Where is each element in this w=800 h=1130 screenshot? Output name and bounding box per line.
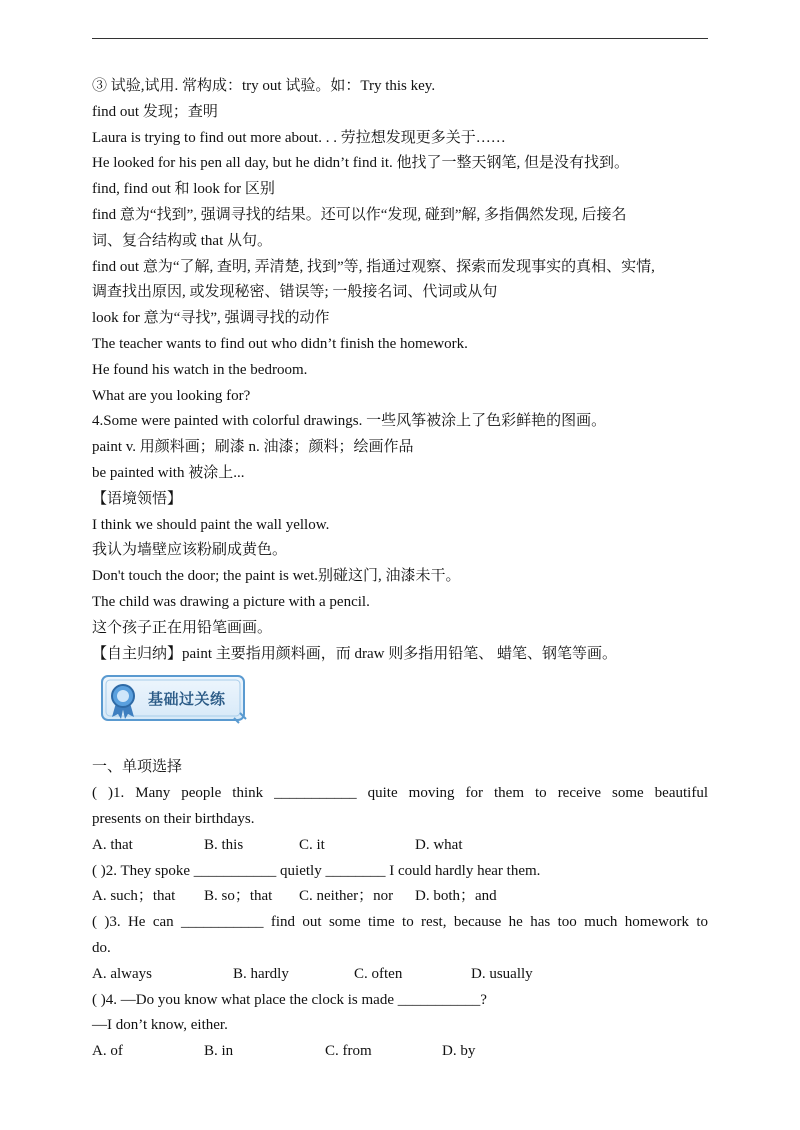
question-3-stem: ( )3. He can ___________ find out some time to rest, because he has too much homework to (92, 914, 708, 931)
option-a: A. that (92, 836, 133, 853)
question-3-options (92, 962, 708, 988)
text-line: find, find out 和 look for 区别 (92, 181, 275, 198)
text-line: Don't touch the door; the paint is wet.别碰这门, 油漆未干。 (92, 568, 461, 585)
option-b: B. in (204, 1043, 234, 1060)
text-line: 词、复合结构或 that 从句。 (92, 232, 272, 249)
text-line: The child was drawing a picture with a pencil. (92, 593, 370, 610)
text-line: 4.Some were painted with colorful drawings. 一些风筝被涂上了色彩鲜艳的图画。 (92, 413, 607, 430)
section-title: 一、单项选择 (92, 759, 183, 776)
question-2-stem: ( )2. They spoke ___________ quietly ________ I could hardly hear them. (92, 862, 541, 879)
option-d: D. by (442, 1043, 476, 1060)
text-line: be painted with 被涂上... (92, 464, 245, 481)
option-c: C. neither；nor (299, 888, 394, 905)
text-line: paint v. 用颜料画；刷漆 n. 油漆；颜料；绘画作品 (92, 439, 414, 456)
option-d: D. usually (471, 965, 533, 982)
section-badge (100, 673, 248, 725)
text-line: 【语境领悟】 (92, 490, 183, 507)
document-body (92, 74, 708, 1065)
text-line: He found his watch in the bedroom. (92, 361, 308, 378)
question-4-options (92, 1039, 708, 1065)
badge-label: 基础过关练 (148, 690, 226, 709)
option-d: D. what (415, 836, 463, 853)
question-1-stem-cont: presents on their birthdays. (92, 810, 255, 827)
text-line: 调查找出原因, 或发现秘密、错误等; 一般接名词、代词或从句 (92, 284, 498, 301)
option-a: A. such；that (92, 888, 176, 905)
question-3-stem-cont: do. (92, 939, 111, 956)
text-line: What are you looking for? (92, 387, 251, 404)
option-a: A. of (92, 1043, 123, 1060)
text-line: The teacher wants to find out who didn’t finish the homework. (92, 335, 468, 352)
text-line: find 意为“找到”, 强调寻找的结果。还可以作“发现, 碰到”解, 多指偶然发现, 后接名 (92, 206, 627, 223)
option-b: B. so；that (204, 888, 273, 905)
question-2-options (92, 884, 708, 910)
question-4-stem: ( )4. —Do you know what place the clock is made ___________? (92, 991, 487, 1008)
text-line: Laura is trying to find out more about. . . 劳拉想发现更多关于…… (92, 129, 506, 146)
text-line: find out 意为“了解, 查明, 弄清楚, 找到”等, 指通过观察、探索而发现事实的真相、实情, (92, 258, 655, 275)
option-d: D. both；and (415, 888, 497, 905)
option-b: B. this (204, 836, 244, 853)
text-line: find out 发现；查明 (92, 103, 218, 120)
option-c: C. from (325, 1043, 372, 1060)
text-line: I think we should paint the wall yellow. (92, 516, 330, 533)
header-rule (92, 38, 708, 39)
option-b: B. hardly (233, 965, 289, 982)
text-line: 这个孩子正在用铅笔画画。 (92, 619, 273, 636)
text-line: look for 意为“寻找”, 强调寻找的动作 (92, 310, 330, 327)
option-c: C. often (354, 965, 403, 982)
option-c: C. it (299, 836, 325, 853)
text-line: He looked for his pen all day, but he didn’t find it. 他找了一整天钢笔, 但是没有找到。 (92, 155, 630, 172)
text-line: 【自主归纳】paint 主要指用颜料画，而 draw 则多指用铅笔、 蜡笔、钢笔等画。 (92, 645, 617, 662)
text-line: 我认为墙壁应该粉刷成黄色。 (92, 542, 288, 559)
text-line: ③ 试验,试用. 常构成：try out 试验。如：Try this key. (92, 78, 436, 94)
option-a: A. always (92, 965, 152, 982)
question-1-stem: ( )1. Many people think ___________ quite moving for them to receive some beautiful (92, 785, 708, 802)
question-1-options (92, 833, 708, 859)
question-4-stem-cont: —I don’t know, either. (92, 1017, 228, 1034)
